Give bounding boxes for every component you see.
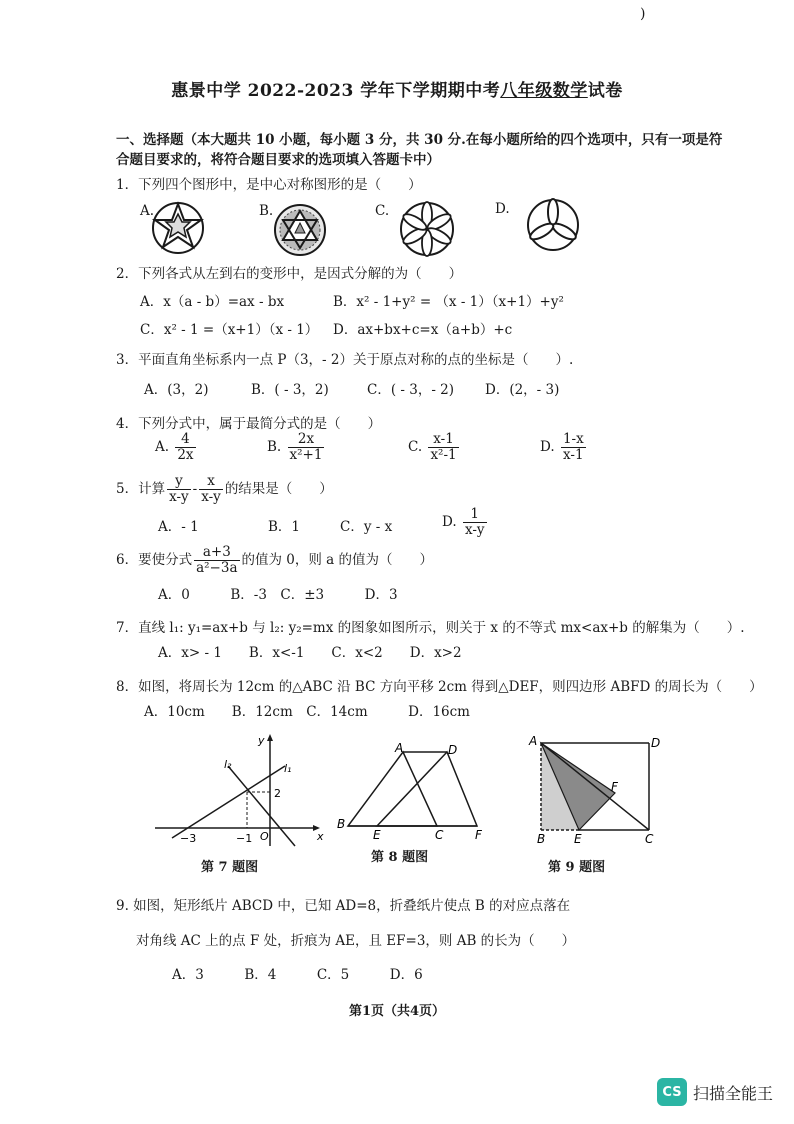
fig7-label-y: y (258, 734, 265, 747)
q4-d-fraction (561, 432, 586, 463)
q1-option-b: B. (259, 203, 274, 219)
q5-option-c: C．y - x (340, 519, 393, 535)
q5-f2-num: x (199, 474, 223, 490)
q2-option-a: A．x（a - b）=ax - bx (140, 294, 285, 310)
q5-option-a: A．- 1 (158, 519, 199, 535)
q5-d-den: x-y (464, 521, 485, 538)
q4-b-den: x²+1 (289, 446, 323, 463)
fig7-label-l1: l₁ (284, 762, 292, 775)
q5-prefix: 5．计算 (116, 480, 166, 497)
q4-a-num: 4 (175, 432, 195, 448)
fig8-label-a: A (395, 742, 404, 755)
camscanner-text: 扫描全能王 (693, 1083, 774, 1103)
fig9-label-c: C (645, 832, 654, 845)
fig7-label-neg1: −1 (236, 832, 253, 845)
fig8-label-e: E (373, 828, 381, 842)
q6-num: a+3 (194, 545, 239, 561)
q4-option-a (155, 432, 198, 463)
q1-figure-a-star (150, 200, 210, 256)
q1-option-c: C. (375, 203, 390, 219)
section-heading-line1: 一、选择题（本大题共 10 小题，每小题 3 分，共 30 分.在每小题所给的四个选项中，只有一项是符 (116, 132, 723, 148)
title-suffix: 试卷 (587, 81, 623, 101)
q6-options: A．0 B．-3 C．±3 D．3 (158, 587, 398, 603)
q4-c-num: x-1 (428, 432, 458, 448)
q9-options: A．3 B．4 C．5 D．6 (172, 967, 423, 983)
figure-7-caption: 第 7 题图 (201, 860, 259, 875)
page-footer: 第1页（共4页） (348, 1004, 446, 1019)
fig7-label-neg3: −3 (180, 832, 197, 845)
q2-option-c: C．x² - 1 =（x+1）（x - 1） (140, 322, 319, 338)
q5-f1-den: x-y (169, 488, 189, 505)
title-prefix: 惠景中学 2022-2023 学年下学期期中考 (171, 81, 501, 101)
q1-figure-b-hexagram (272, 203, 332, 259)
q1-option-a: A. (140, 203, 155, 219)
q3-option-a: A．(3，2) (144, 382, 209, 398)
q5-fraction-2 (199, 474, 223, 505)
q5-d-num: 1 (463, 507, 487, 523)
q3-option-d: D．(2，- 3) (485, 382, 560, 398)
q2-stem: 2．下列各式从左到右的变形中，是因式分解的为（ ） (116, 266, 463, 282)
q5-stem (116, 474, 333, 505)
figure-7-graph (150, 728, 330, 850)
fig7-label-l2: l₂ (224, 758, 232, 771)
q5-suffix: 的结果是（ ） (224, 480, 333, 497)
q6-suffix: 的值为 0，则 a 的值为（ ） (241, 551, 434, 568)
fig9-label-f: F (611, 780, 618, 794)
fig8-label-c: C (435, 828, 444, 842)
fig7-label-x: x (317, 830, 324, 843)
q7-stem: 7．直线 l₁: y₁=ax+b 与 l₂: y₂=mx 的图象如图所示，则关于 x 的不等式 mx<ax+b 的解集为（ ）. (116, 620, 745, 636)
q3-stem: 3．平面直角坐标系内一点 P（3，- 2）关于原点对称的点的坐标是（ ）. (116, 352, 574, 368)
q1-option-d: D. (495, 201, 510, 217)
q3-option-b: B．( - 3，2) (251, 382, 329, 398)
q4-option-d (540, 432, 588, 463)
fig7-label-2: 2 (274, 787, 281, 800)
q4-b-label: B. (267, 438, 282, 455)
q6-stem (116, 545, 433, 576)
q5-d-label: D. (442, 513, 457, 530)
q6-den: a²−3a (196, 559, 238, 576)
y-axis-arrow (267, 734, 273, 741)
title-underlined: 八年级数学 (500, 81, 588, 101)
q4-option-c (408, 432, 461, 463)
q4-b-fraction (288, 432, 325, 463)
q5-fraction-1 (167, 474, 191, 505)
q5-d-fraction (463, 507, 487, 538)
figure-9-fold (527, 735, 667, 845)
q4-d-den: x-1 (563, 446, 584, 463)
q4-c-fraction (428, 432, 458, 463)
q5-minus: - (192, 480, 198, 497)
q4-a-den: 2x (177, 446, 194, 463)
triangle-abc (348, 752, 437, 826)
section-heading-line2: 合题目要求的，将符合题目要求的选项填入答题卡中） (116, 152, 440, 168)
figure-9-caption: 第 9 题图 (548, 860, 606, 875)
q1-figure-c-petals (398, 200, 458, 258)
q4-d-label: D. (540, 438, 555, 455)
q3-option-c: C．( - 3，- 2) (367, 382, 455, 398)
q5-f1-num: y (167, 474, 191, 490)
q4-d-num: 1-x (562, 431, 584, 447)
q7-options: A．x> - 1 B．x<-1 C．x<2 D．x>2 (158, 645, 462, 661)
camscanner-logo: CS (657, 1078, 687, 1106)
page-title (0, 76, 794, 101)
q4-stem: 4．下列分式中，属于最简分式的是（ ） (116, 416, 382, 432)
q2-option-d: D．ax+bx+c=x（a+b）+c (333, 322, 513, 338)
q1-stem: 1．下列四个图形中，是中心对称图形的是（ ） (116, 177, 422, 193)
fig9-label-e: E (574, 832, 582, 845)
q4-option-b (267, 432, 326, 463)
q1-figure-d-three-leaves (525, 197, 583, 255)
line-l1 (172, 766, 285, 838)
q5-option-d (442, 507, 489, 538)
q4-c-label: C. (408, 438, 423, 455)
q9-stem-line1: 9. 如图，矩形纸片 ABCD 中，已知 AD=8，折叠纸片使点 B 的对应点落在 (116, 898, 571, 914)
figure-8-translation (333, 742, 493, 842)
q5-option-b: B．1 (268, 519, 301, 535)
triangle-def (377, 752, 477, 826)
fig7-label-origin: O (260, 830, 269, 843)
fig8-label-d: D (448, 743, 458, 757)
fig9-label-b: B (537, 832, 546, 845)
corner-mark: ) (640, 6, 646, 22)
scanner-watermark (657, 1078, 773, 1106)
q4-a-fraction (175, 432, 195, 463)
q8-options: A．10cm B．12cm C．14cm D．16cm (144, 704, 470, 720)
q4-a-label: A. (155, 438, 170, 455)
fig8-label-f: F (475, 828, 482, 842)
figure-8-caption: 第 8 题图 (371, 850, 429, 865)
q9-stem-line2: 对角线 AC 上的点 F 处，折痕为 AE，且 EF=3，则 AB 的长为（ ） (136, 933, 576, 949)
q2-option-b: B．x² - 1+y² = （x - 1）（x+1）+y² (333, 294, 564, 310)
fig9-label-a: A (529, 735, 538, 748)
q6-fraction (194, 545, 239, 576)
q4-b-num: 2x (288, 432, 325, 448)
q6-prefix: 6．要使分式 (116, 551, 193, 568)
q5-f2-den: x-y (201, 488, 221, 505)
q4-c-den: x²-1 (430, 446, 457, 463)
fig8-label-b: B (337, 817, 346, 831)
fig9-label-d: D (651, 736, 661, 750)
q8-stem: 8．如图，将周长为 12cm 的△ABC 沿 BC 方向平移 2cm 得到△DEF，则四边形 ABFD 的周长为（ ） (116, 679, 763, 695)
